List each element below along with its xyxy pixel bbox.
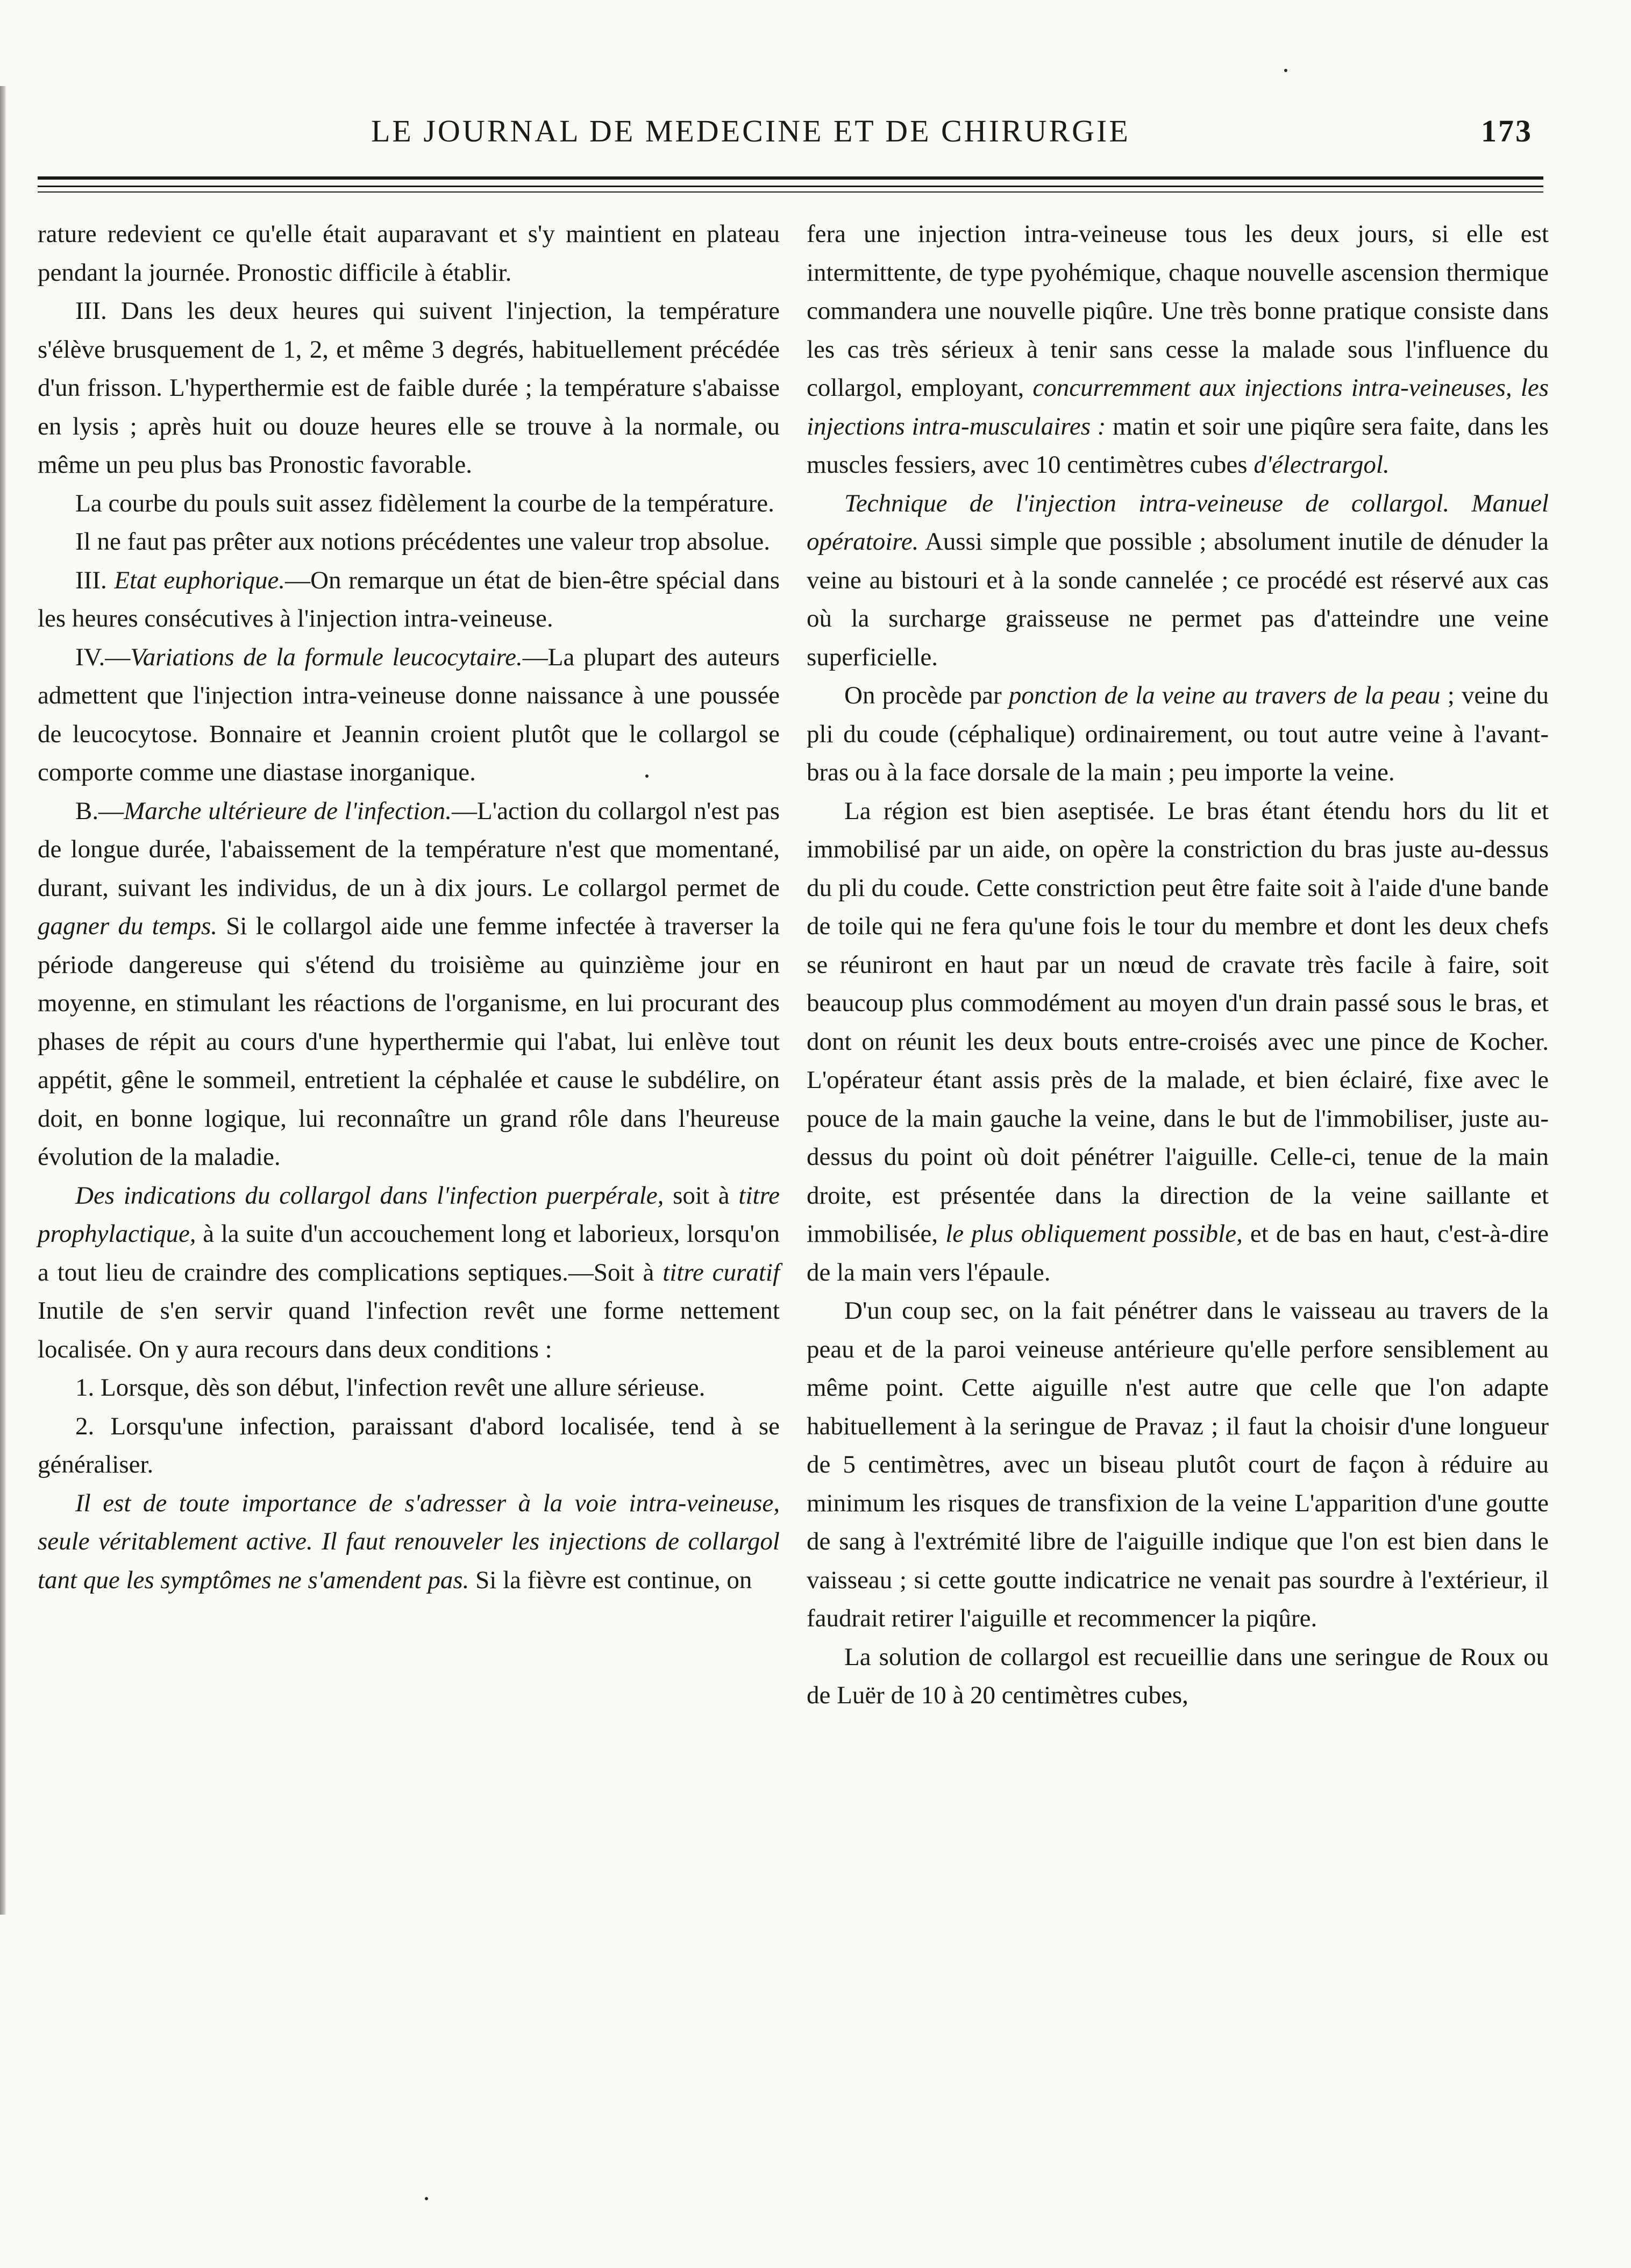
paragraph: La région est bien aseptisée. Le bras étant étendu hors du lit et immobilisé par un aide, on opère la constriction du bras juste au-dessus du pli du coude. Cette constriction peut être faite soit à l'aide d'une bande de toile qui ne fera qu'une fois le tour du membre et dont les deux chefs se réuniront en haut par un nœud de cravate très facile à faire, soit beaucoup plus commodément au moyen d'un drain passé sous le bras, et dont on réunit les deux bouts entre-croisés avec une pince de Kocher. L'opérateur étant assis près de la malade, et bien éclairé, fixe avec le pouce de la main gauche la veine, dans le but de l'immobiliser, juste au-dessus du point où doit pénétrer l'aiguille. Celle-ci, tenue de la main droite, est présentée dans la direction de la veine saillante et immobilisée, le plus obliquement possible, et de bas en haut, c'est-à-dire de la main vers l'épaule. — [807, 797, 1549, 1286]
paragraph: La courbe du pouls suit assez fidèlement la courbe de la température. — [75, 489, 774, 517]
binding-shadow — [0, 86, 6, 1915]
page-number: 173 — [1481, 113, 1533, 148]
list-item: 1. Lorsque, dès son début, l'infection revêt une allure sérieuse. — [75, 1374, 706, 1402]
paragraph: D'un coup sec, on la fait pénétrer dans le vaisseau au travers de la peau et de la paroi veineuse antérieure qu'elle perfore sensiblement au même point. Cette aiguille n'est autre que celle que l'on adapte habituellement à la seringue de Pravaz ; il faut la choisir d'une longueur de 5 centimètres, avec un biseau plutôt court de façon à réduire au minimum les risques de transfixion de la veine L'apparition d'une goutte de sang à l'extrémité libre de l'aiguille indique que l'on est bien dans le vaisseau ; si cette goutte indicatrice ne venait pas sourdre à l'extérieur, il faudrait retirer l'aiguille et recommencer la piqûre. — [807, 1297, 1549, 1632]
list-item: 2. Lorsqu'une infection, paraissant d'abord localisée, tend à se généraliser. — [38, 1412, 780, 1478]
header-rule — [38, 176, 1543, 180]
paragraph: rature redevient ce qu'elle était auparavant et s'y maintient en plateau pendant la journée. Pronostic difficile à établir. — [38, 220, 780, 287]
paragraph: Il ne faut pas prêter aux notions précédentes une valeur trop absolue. — [75, 528, 771, 556]
paragraph: La solution de collargol est recueillie dans une seringue de Roux ou de Luër de 10 à 20 centimètres cubes, — [807, 1643, 1549, 1709]
paragraph: IV.—Variations de la formule leucocytaire.—La plupart des auteurs admettent que l'injection intra-veineuse donne naissance à une poussée de leucocytose. Bonnaire et Jeannin croient plutôt que le collargol se comporte comme une diastase inorganique. — [38, 643, 780, 786]
left-column — [38, 215, 780, 1599]
paragraph: III. Etat euphorique.—On remarque un état de bien-être spécial dans les heures consécutives à l'injection intra-veineuse. — [38, 566, 780, 632]
journal-title: LE JOURNAL DE MEDECINE ET DE CHIRURGIE — [371, 113, 1130, 148]
paragraph: Il est de toute importance de s'adresser à la voie intra-veineuse, seule véritablement active. Il faut renouveler les injections de collargol tant que les symptômes ne s'amendent pas. Si la fièvre est continue, on — [38, 1489, 780, 1594]
paragraph: B.—Marche ultérieure de l'infection.—L'action du collargol n'est pas de longue durée, l'abaissement de la température n'est que momentané, durant, suivant les individus, de un à dix jours. Le collargol permet de gagner du temps. Si le collargol aide une femme infectée à traverser la période dangereuse qui s'étend du troisième au quinzième jour en moyenne, en stimulant les réactions de l'organisme, en lui procurant des phases de répit au cours d'une hyperthermie qui l'abat, lui enlève tout appétit, gêne le sommeil, entretient la céphalée et cause le subdélire, on doit, en bonne logique, lui reconnaître un grand rôle dans l'heureuse évolution de la maladie. — [38, 797, 780, 1171]
ink-speck — [1284, 69, 1287, 72]
ink-speck — [425, 2197, 428, 2200]
right-column — [807, 215, 1549, 1715]
paragraph: III. Dans les deux heures qui suivent l'injection, la température s'élève brusquement de 1, 2, et même 3 degrés, habituellement précédée d'un frisson. L'hyperthermie est de faible durée ; la température s'abaisse en lysis ; après huit ou douze heures elle se trouve à la normale, ou même un peu plus bas Pronostic favorable. — [38, 297, 780, 479]
paragraph: fera une injection intra-veineuse tous les deux jours, si elle est intermittente, de type pyohémique, chaque nouvelle ascension thermique commandera une nouvelle piqûre. Une très bonne pratique consiste dans les cas très sérieux à tenir sans cesse la malade sous l'influence du collargol, employant, concurremment aux injections intra-veineuses, les injections intra-musculaires : matin et soir une piqûre sera faite, dans les muscles fessiers, avec 10 centimètres cubes d'électrargol. — [807, 220, 1549, 479]
paragraph: On procède par ponction de la veine au travers de la peau ; veine du pli du coude (céphalique) ordinairement, ou tout autre veine à l'avant-bras ou à la face dorsale de la main ; peu importe la veine. — [807, 681, 1549, 786]
page-header — [48, 102, 1533, 161]
paragraph: Des indications du collargol dans l'infection puerpérale, soit à titre prophylactique, à la suite d'un accouchement long et laborieux, lorsqu'on a tout lieu de craindre des complications septiques.—Soit à titre curatif Inutile de s'en servir quand l'infection revêt une forme nettement localisée. On y aura recours dans deux conditions : — [38, 1181, 780, 1363]
header-rule — [38, 186, 1543, 187]
paragraph: Technique de l'injection intra-veineuse de collargol. Manuel opératoire. Aussi simple que possible ; absolument inutile de dénuder la veine au bistouri et à la sonde cannelée ; ce procédé est réservé aux cas où la surcharge graisseuse ne permet pas d'atteindre une veine superficielle. — [807, 489, 1549, 671]
header-rule — [38, 191, 1543, 193]
